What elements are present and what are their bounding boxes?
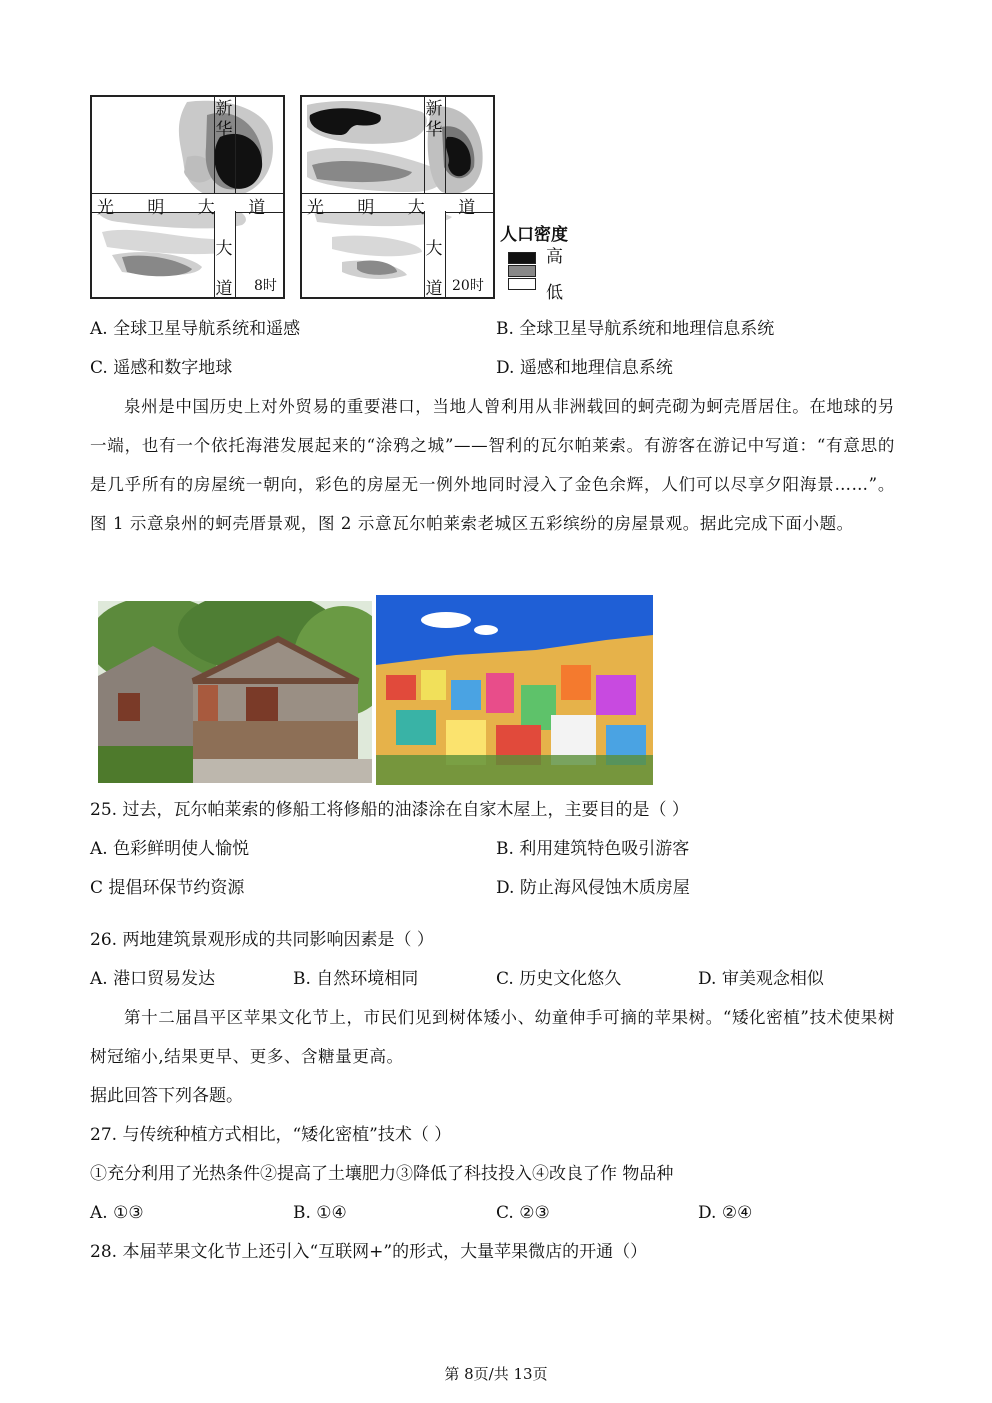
time-label-8h: 8时 bbox=[254, 278, 277, 294]
q25-option-b: B. 利用建筑特色吸引游客 bbox=[496, 839, 690, 859]
road-h-label: 光 明 大 道 bbox=[307, 198, 476, 218]
q24-option-b: B. 全球卫星导航系统和地理信息系统 bbox=[496, 319, 775, 339]
legend-swatch-mid bbox=[508, 265, 536, 277]
road-v-bottom-label: 大道 bbox=[425, 239, 443, 299]
q24-option-c: C. 遥感和数字地球 bbox=[90, 358, 233, 378]
road-v-bottom-label: 大道 bbox=[215, 239, 233, 299]
legend-title: 人口密度 bbox=[500, 225, 568, 245]
q27-option-b: B. ①④ bbox=[293, 1203, 347, 1223]
q28-stem: 28. 本届苹果文化节上还引入“互联网+”的形式，大量苹果微店的开通（） bbox=[90, 1242, 648, 1262]
q25-option-a: A. 色彩鲜明使人愉悦 bbox=[90, 839, 250, 859]
q24-option-a: A. 全球卫星导航系统和遥感 bbox=[90, 319, 301, 339]
population-map-20h bbox=[300, 95, 495, 299]
road-h-label: 光 明 大 道 bbox=[97, 198, 266, 218]
q27-items: ①充分利用了光热条件②提高了土壤肥力③降低了科技投入④改良了作 物品种 bbox=[90, 1164, 674, 1184]
q27-stem: 27. 与传统种植方式相比，“矮化密植”技术（ ） bbox=[90, 1125, 452, 1145]
q25-option-c: C 提倡环保节约资源 bbox=[90, 878, 245, 898]
population-map-8h bbox=[90, 95, 285, 299]
q26-option-b: B. 自然环境相同 bbox=[293, 969, 419, 989]
time-label-20h: 20时 bbox=[452, 278, 484, 294]
q27-option-d: D. ②④ bbox=[698, 1203, 753, 1223]
density-legend bbox=[500, 220, 590, 303]
passage-apple-festival: 第十二届昌平区苹果文化节上，市民们见到树体矮小、幼童伸手可摘的苹果树。“矮化密植”技术使果树树冠缩小,结果更早、更多、含糖量更高。 bbox=[90, 1008, 895, 1066]
q24-option-d: D. 遥感和地理信息系统 bbox=[496, 358, 673, 378]
page-number: 第 8页/共 13页 bbox=[444, 1365, 548, 1383]
q26-option-d: D. 审美观念相似 bbox=[698, 969, 824, 989]
q25-stem: 25. 过去，瓦尔帕莱索的修船工将修船的油漆涂在自家木屋上，主要目的是（ ） bbox=[90, 800, 689, 820]
road-v-top-label: 新华 bbox=[215, 99, 233, 140]
q26-stem: 26. 两地建筑景观形成的共同影响因素是（ ） bbox=[90, 930, 434, 950]
road-v-top-label: 新华 bbox=[425, 99, 443, 140]
legend-low-label: 低 bbox=[546, 283, 563, 303]
q26-option-c: C. 历史文化悠久 bbox=[496, 969, 622, 989]
legend-swatch-low bbox=[508, 278, 536, 290]
photo-valparaiso-houses bbox=[376, 595, 653, 785]
q25-option-d: D. 防止海风侵蚀木质房屋 bbox=[496, 878, 690, 898]
photo-oyster-shell-house bbox=[98, 601, 372, 783]
passage-quanzhou-valparaiso: 泉州是中国历史上对外贸易的重要港口，当地人曾利用从非洲载回的蚵壳砌为蚵壳厝居住。在地球的另一端，也有一个依托海港发展起来的“涂鸦之城”——智利的瓦尔帕莱索。有游客在游记中写道：“有意思的是几乎所有的房屋统一朝向，彩色的房屋无一例外地同时浸入了金色余辉，人们可以尽享夕阳海景……”。图 1 示意泉州的蚵壳厝景观，图 2 示意瓦尔帕莱索老城区五彩缤纷的房屋景观。据此完成下面小题。 bbox=[90, 397, 895, 533]
passage-apple-instruction: 据此回答下列各题。 bbox=[90, 1086, 243, 1106]
legend-swatch-high bbox=[508, 252, 536, 264]
legend-high-label: 高 bbox=[546, 247, 563, 267]
q26-option-a: A. 港口贸易发达 bbox=[90, 969, 216, 989]
q27-option-c: C. ②③ bbox=[496, 1203, 550, 1223]
q27-option-a: A. ①③ bbox=[90, 1203, 144, 1223]
